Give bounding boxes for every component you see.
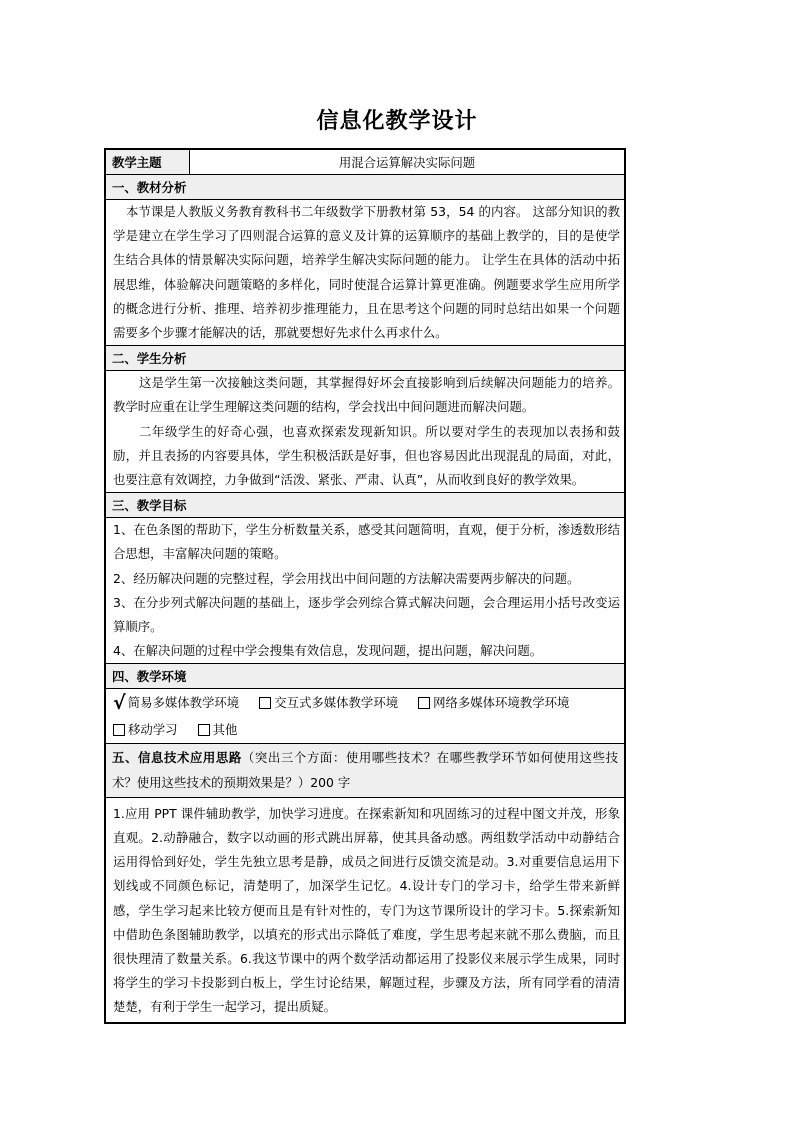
env-option-other[interactable] bbox=[198, 716, 238, 743]
section-heading-it-application bbox=[106, 744, 624, 797]
section-heading-goals: 三、教学目标 bbox=[106, 493, 624, 518]
section-heading-students: 二、学生分析 bbox=[106, 346, 624, 371]
goal-item: 2、经历解决问题的完整过程，学会用找出中间问题的方法解决需要两步解决的问题。 bbox=[113, 570, 580, 586]
topic-value: 用混合运算解决实际问题 bbox=[338, 155, 476, 170]
env-option-mobile-learning[interactable] bbox=[113, 716, 178, 743]
section-body-goals bbox=[106, 518, 624, 664]
student-analysis-p1: 这是学生第一次接触这类问题，其掌握得好坏会直接影响到后续解决问题能力的培养。教学时应重在让学生理解这类问题的结构，学会找出中间问题进而解决问题。 bbox=[113, 375, 620, 415]
it-heading-bold: 五、信息技术应用思路 bbox=[112, 750, 242, 766]
material-analysis-text: 本节课是人教版义务教育教科书二年级数学下册教材第 53，54 的内容。 这部分知识的教学是建立在学生学习了四则混合运算的意义及计算的运算顺序的基础上教学的，目的是使学生结合具体的情景解决实际问题，培养学生解决实际问题的能力。 让学生在具体的活动中拓展思维，体验解决问题策略的多样化，同时使混合运算计算更准确。例题要求学生应用所学的概念进行分析、推理、培养初步推理能力，且在思考这个问题的同时总结出如果一个问题需要多个步骤才能解决的话，那就要想好先求什么再求什么。 bbox=[113, 204, 620, 341]
document-title: 信息化教学设计 bbox=[316, 109, 478, 134]
section-body-it-application bbox=[106, 798, 624, 1022]
env-option-label: 移动学习 bbox=[128, 721, 178, 737]
checkbox-icon bbox=[198, 724, 210, 736]
it-application-text: 1.应用 PPT 课件辅助教学，加快学习进度。在探索新知和巩固练习的过程中图文并茂，形象直观。2.动静融合，数字以动画的形式跳出屏幕，使其具备动感。两组数学活动中动静结合运用得恰到好处，学生先独立思考是静，成员之间进行反馈交流是动。3.对重要信息运用下划线或不同颜色标记，清楚明了，加深学生记忆。4.设计专门的学习卡，给学生带来新鲜感，学生学习起来比较方便而且是有针对性的，专门为这节课所设计的学习卡。5.探索新知中借助色条图辅助教学，以填充的形式出示降低了难度，学生思考起来就不那么费脑，而且很快理清了数量关系。6.我这节课中的两个数学活动都运用了投影仪来展示学生成果，同时将学生的学习卡投影到白板上，学生讨论结果，解题过程，步骤及方法，所有同学看的清清楚楚，有利于学生一起学习，提出质疑。 bbox=[113, 805, 620, 1015]
section-body-environment bbox=[106, 689, 624, 744]
topic-row bbox=[106, 150, 624, 175]
check-mark-icon: √ bbox=[113, 691, 126, 714]
env-option-network-multimedia[interactable] bbox=[418, 689, 569, 716]
env-option-interactive-multimedia[interactable] bbox=[259, 689, 398, 716]
env-option-label: 交互式多媒体教学环境 bbox=[274, 694, 399, 710]
env-option-label: 其他 bbox=[212, 721, 238, 737]
env-option-simple-multimedia[interactable] bbox=[113, 689, 239, 716]
design-table bbox=[104, 148, 626, 1024]
checkbox-icon bbox=[259, 697, 271, 709]
goal-item: 1、在色条图的帮助下，学生分析数量关系，感受其问题简明，直观，便于分析，渗透数形结合思想，丰富解决问题的策略。 bbox=[113, 522, 620, 562]
checkbox-icon bbox=[113, 724, 125, 736]
it-heading-note: （突出三个方面：使用哪些技术？在哪些教学环节如何使用这些技术？使用这些技术的预期效果是？）200 字 bbox=[112, 750, 619, 790]
section-body-students bbox=[106, 371, 624, 493]
goal-item: 4、在解决问题的过程中学会搜集有效信息，发现问题，提出问题，解决问题。 bbox=[113, 643, 543, 659]
checkbox-icon bbox=[418, 697, 430, 709]
env-option-label: 简易多媒体教学环境 bbox=[127, 694, 240, 710]
section-body-material bbox=[106, 200, 624, 346]
section-heading-material: 一、教材分析 bbox=[106, 175, 624, 200]
env-option-label: 网络多媒体环境教学环境 bbox=[433, 694, 570, 710]
student-analysis-p2: 二年级学生的好奇心强，也喜欢探索发现新知识。所以要对学生的表现加以表扬和鼓励，并且表扬的内容要具体，学生积极活跃是好事，但也容易因此出现混乱的局面，对此，也要注意有效调控，力争做到“活泼、紧张、严肃、认真”，从而收到良好的教学效果。 bbox=[113, 423, 620, 488]
goal-item: 3、在分步列式解决问题的基础上，逐步学会列综合算式解决问题，会合理运用小括号改变运算顺序。 bbox=[113, 594, 620, 635]
section-heading-environment: 四、教学环境 bbox=[106, 664, 624, 689]
topic-label: 教学主题 bbox=[106, 150, 190, 174]
